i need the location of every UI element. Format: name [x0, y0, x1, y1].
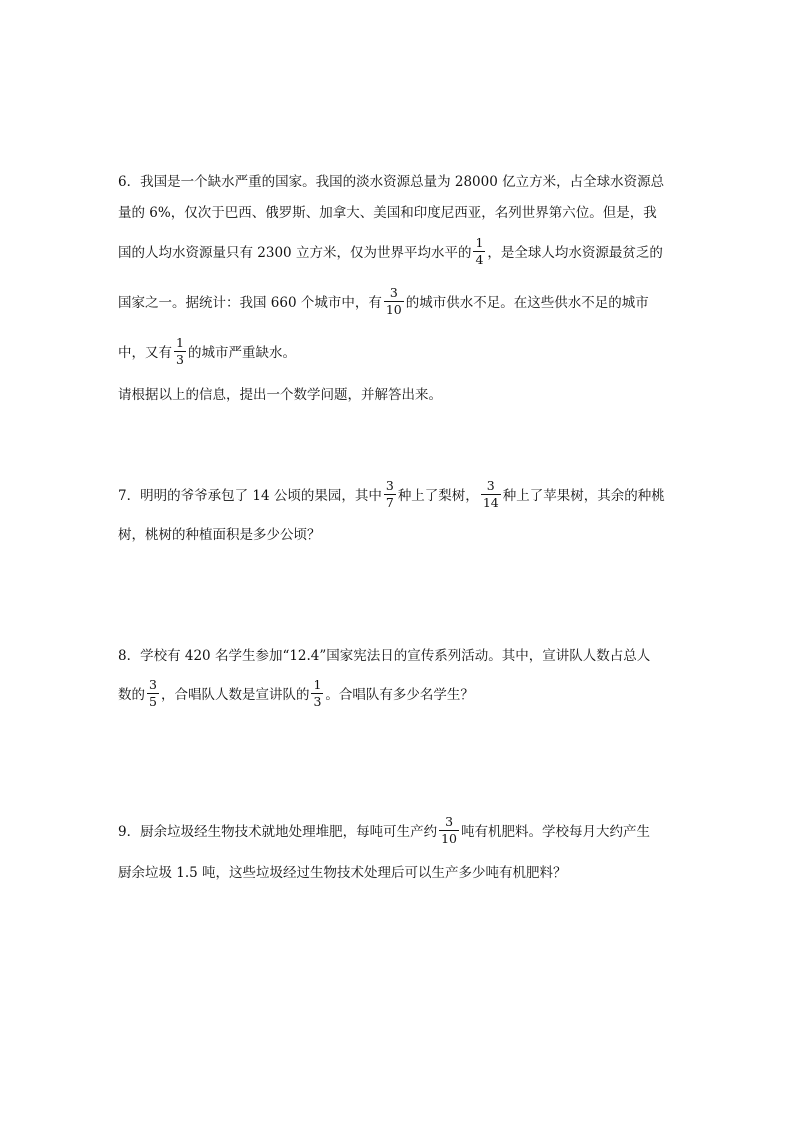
numerator: 3 — [389, 285, 398, 301]
text: ，合唱队人数是宣讲队的 — [160, 687, 310, 703]
text: 8．学校有 420 名学生参加“12.4”国家宪法日的宣传系列活动。其中，宣讲队人数占总人 — [118, 648, 651, 664]
numerator: 1 — [475, 235, 484, 251]
problem-6-line-4 — [118, 276, 684, 326]
text: 请根据以上的信息，提出一个数学问题，并解答出来。 — [118, 387, 442, 403]
fraction-one-third — [311, 678, 323, 707]
denominator: 3 — [176, 351, 184, 367]
problem-8 — [118, 640, 684, 718]
problem-9-line-1 — [118, 806, 684, 854]
numerator: 3 — [385, 478, 394, 494]
fraction-one-third — [174, 336, 186, 365]
problem-6-line-5 — [118, 326, 684, 376]
problem-8-line-2 — [118, 668, 684, 718]
problem-6-line-2 — [118, 195, 684, 226]
fraction-three-tenths — [384, 286, 404, 315]
numerator: 1 — [176, 335, 184, 351]
fraction-three-sevenths — [384, 479, 396, 508]
text: 国家之一。据统计：我国 660 个城市中，有 — [118, 295, 382, 311]
text: 树，桃树的种植面积是多少公顷？ — [118, 527, 321, 543]
denominator: 10 — [385, 301, 402, 317]
denominator: 14 — [482, 494, 499, 510]
problem-6-line-3 — [118, 226, 684, 276]
text: ，是全球人均水资源最贫乏的 — [487, 245, 663, 261]
numerator: 3 — [486, 478, 495, 494]
text: 种上了梨树， — [397, 488, 479, 504]
fraction-three-fourteenths — [481, 479, 501, 508]
denominator: 4 — [475, 251, 484, 267]
text: 9．厨余垃圾经生物技术就地处理堆肥，每吨可生产约 — [118, 824, 438, 840]
text: 的城市严重缺水。 — [187, 345, 296, 361]
problem-7-line-2 — [118, 518, 684, 548]
problem-6 — [118, 164, 684, 408]
text: 国的人均水资源量只有 2300 立方米，仅为世界平均水平的 — [118, 245, 472, 261]
fraction-three-tenths — [439, 815, 459, 844]
denominator: 7 — [385, 494, 394, 510]
text: 吨有机肥料。学校每月大约产生 — [461, 824, 650, 840]
problem-9 — [118, 806, 684, 888]
problem-8-line-1 — [118, 640, 684, 668]
numerator: 3 — [445, 814, 454, 830]
problem-7-line-1 — [118, 470, 684, 518]
denominator: 3 — [313, 693, 322, 709]
text: 的城市供水不足。在这些供水不足的城市 — [405, 295, 649, 311]
denominator: 5 — [149, 693, 157, 709]
text: 量的 6%，仅次于巴西、俄罗斯、加拿大、美国和印度尼西亚，名列世界第六位。但是，我 — [118, 204, 657, 221]
numerator: 3 — [149, 677, 157, 693]
problem-9-line-2 — [118, 854, 684, 888]
text: 种上了苹果树，其余的种桃 — [502, 488, 665, 504]
text: 6．我国是一个缺水严重的国家。我国的淡水资源总量为 28000 亿立方米，占全球水资源总 — [118, 173, 665, 190]
fraction-one-quarter — [473, 236, 485, 265]
denominator: 10 — [441, 830, 457, 846]
text: 数的 — [118, 687, 145, 703]
problem-7 — [118, 470, 684, 548]
text: 中，又有 — [118, 345, 172, 361]
problem-6-line-1 — [118, 164, 684, 195]
fraction-three-fifths — [147, 678, 159, 707]
text: 厨余垃圾 1.5 吨，这些垃圾经过生物技术处理后可以生产多少吨有机肥料？ — [118, 865, 567, 881]
text: 7．明明的爷爷承包了 14 公顷的果园，其中 — [118, 488, 382, 504]
numerator: 1 — [313, 677, 322, 693]
problem-6-line-6 — [118, 378, 684, 408]
text: 。合唱队有多少名学生？ — [325, 687, 474, 703]
